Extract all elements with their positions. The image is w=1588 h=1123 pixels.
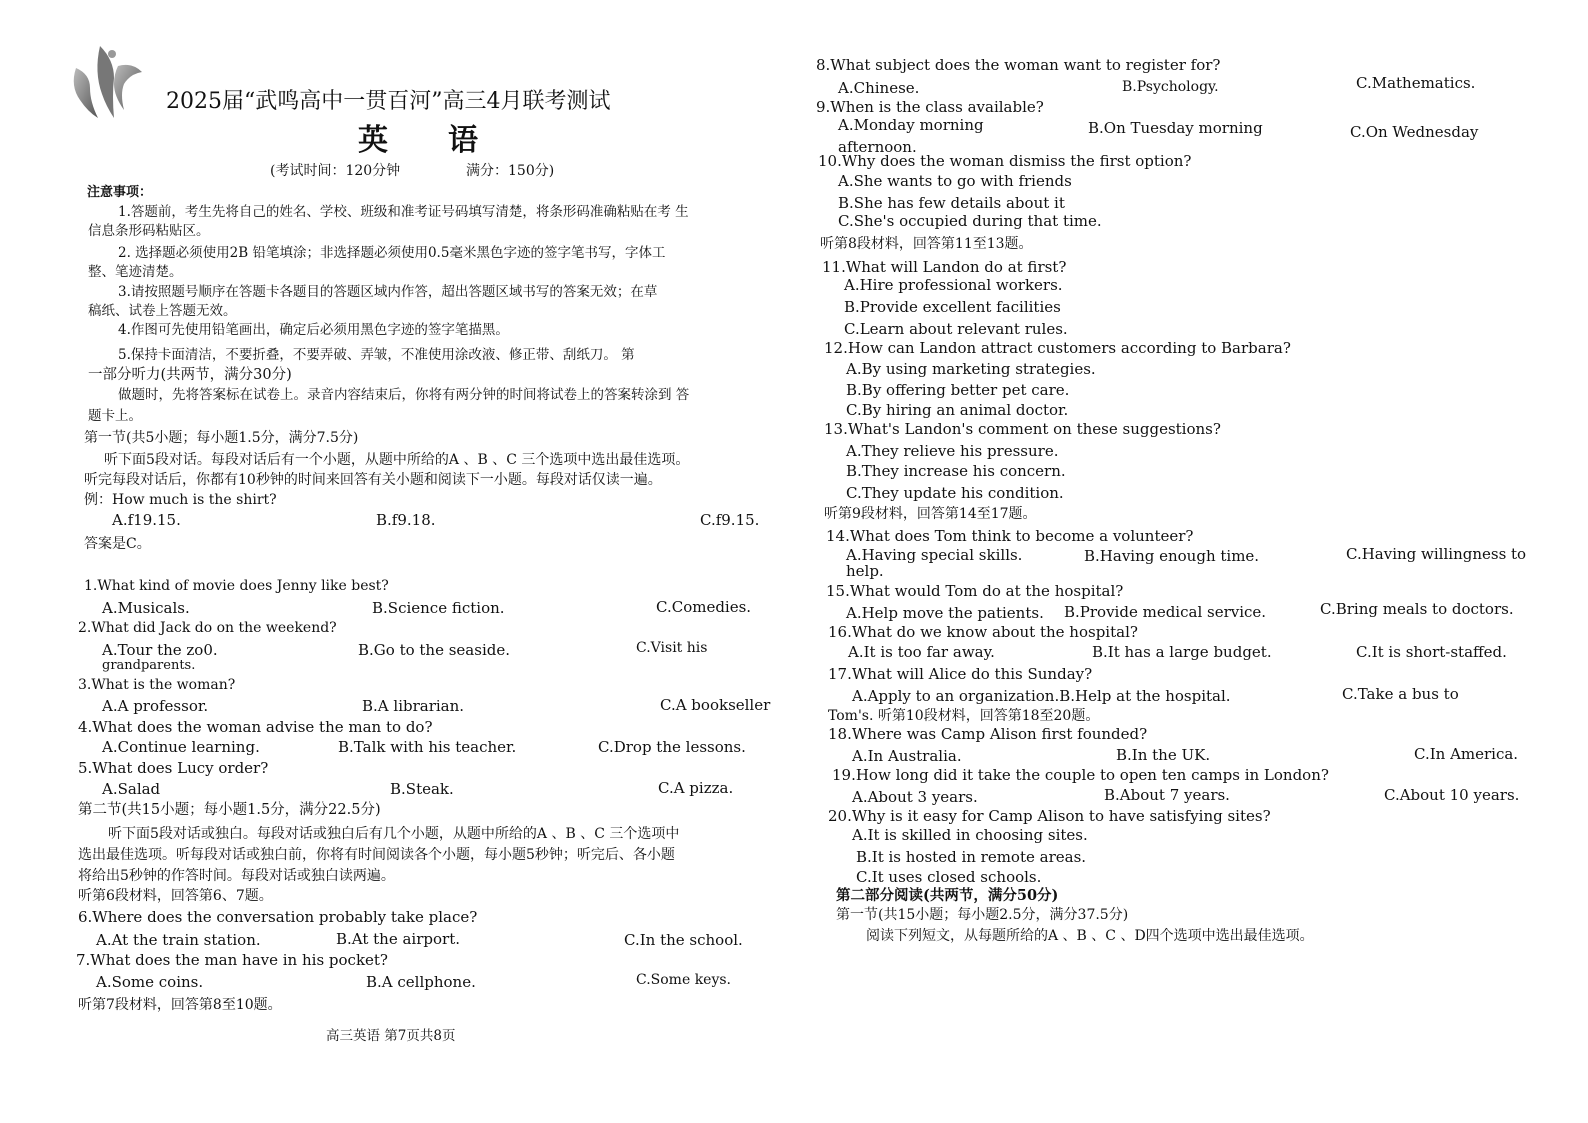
note-4: 4.作图可先使用铅笔画出，确定后必须用黑色字迹的签字笔描黑。 (118, 322, 509, 338)
q1-option-b: B.Science fiction. (372, 599, 505, 617)
q9-option-b: B.On Tuesday morning (1088, 119, 1263, 137)
q11-option-b: B.Provide excellent facilities (844, 298, 1061, 316)
material-7-label: 听第7段材料，回答第8至10题。 (78, 997, 282, 1013)
q19-option-b: B.About 7 years. (1104, 786, 1230, 804)
question-20: 20.Why is it easy for Camp Alison to have satisfying sites? (828, 807, 1271, 825)
q12-option-c: C.By hiring an animal doctor. (846, 401, 1069, 419)
q12-option-a: A.By using marketing strategies. (846, 360, 1096, 378)
subject-char-2: 语 (448, 123, 480, 158)
q8-option-c: C.Mathematics. (1356, 74, 1476, 92)
q1-option-c: C.Comedies. (656, 598, 752, 616)
question-13: 13.What's Landon's comment on these suggestions? (824, 420, 1221, 438)
q7-option-b: B.A cellphone. (366, 973, 476, 991)
q5-option-b: B.Steak. (390, 780, 454, 798)
q6-option-a: A.At the train station. (96, 931, 261, 949)
q12-option-b: B.By offering better pet care. (846, 381, 1070, 399)
q16-option-a: A.It is too far away. (848, 643, 995, 661)
q20-option-c: C.It uses closed schools. (856, 868, 1042, 886)
q10-option-c: C.She's occupied during that time. (838, 212, 1102, 230)
question-10: 10.Why does the woman dismiss the first option? (818, 152, 1192, 170)
example-option-a: A.f19.15. (112, 511, 181, 529)
question-5: 5.What does Lucy order? (78, 759, 269, 777)
q1-option-a: A.Musicals. (102, 599, 190, 617)
subject-char-1: 英 (358, 123, 390, 158)
note-3a: 3.请按照题号顺序在答题卡各题目的答题区域内作答，超出答题区域书写的答案无效；在草 (118, 284, 658, 300)
q8-option-a: A.Chinese. (838, 79, 920, 97)
q15-option-c: C.Bring meals to doctors. (1320, 600, 1514, 618)
q13-option-c: C.They update his condition. (846, 484, 1064, 502)
q18-option-c: C.In America. (1414, 745, 1519, 763)
example-option-b: B.f9.18. (376, 511, 436, 529)
q9-option-a-cont: afternoon. (838, 138, 917, 156)
q17-option-c-cont-material-10: Tom's. 听第10段材料，回答第18至20题。 (828, 708, 1100, 724)
q7-option-a: A.Some coins. (96, 973, 204, 991)
q3-option-c: C.A bookseller (660, 696, 771, 714)
question-15: 15.What would Tom do at the hospital? (826, 582, 1124, 600)
part1-heading: 一部分听力(共两节，满分30分) (88, 367, 292, 383)
q13-option-b: B.They increase his concern. (846, 462, 1066, 480)
q14-option-b: B.Having enough time. (1084, 547, 1260, 565)
question-19: 19.How long did it take the couple to open ten camps in London? (832, 766, 1329, 784)
section2-heading: 第二节(共15小题；每小题1.5分，满分22.5分) (78, 802, 381, 818)
question-7: 7.What does the man have in his pocket? (76, 951, 388, 969)
notes-heading: 注意事项： (87, 185, 153, 200)
exam-time: (考试时间：120分钟 (270, 163, 401, 179)
q11-option-c: C.Learn about relevant rules. (844, 320, 1068, 338)
example-answer: 答案是C。 (84, 536, 151, 552)
q4-option-a: A.Continue learning. (102, 738, 260, 756)
part2-section1-heading: 第一节(共15小题；每小题2.5分，满分37.5分) (836, 907, 1129, 923)
q10-option-a: A.She wants to go with friends (838, 172, 1072, 190)
q11-option-a: A.Hire professional workers. (844, 276, 1063, 294)
q19-option-c: C.About 10 years. (1384, 786, 1520, 804)
q14-option-c-cont: help. (846, 562, 884, 580)
q8-option-b: B.Psychology. (1122, 79, 1219, 95)
note-1a: 1.答题前，考生先将自己的姓名、学校、班级和准考证号码填写清楚，将条形码准确粘贴在考 生 (118, 204, 689, 220)
question-11: 11.What will Landon do at first? (822, 258, 1067, 276)
q6-option-c: C.In the school. (624, 931, 743, 949)
note-3b: 稿纸、试卷上答题无效。 (88, 303, 237, 319)
question-17: 17.What will Alice do this Sunday? (828, 665, 1093, 683)
material-6-label: 听第6段材料，回答第6、7题。 (78, 888, 273, 904)
q2-option-a: A.Tour the zo0. (102, 641, 218, 659)
question-3: 3.What is the woman? (78, 677, 236, 693)
question-4: 4.What does the woman advise the man to do? (78, 718, 433, 736)
q5-option-a: A.Salad (102, 780, 161, 798)
question-12: 12.How can Landon attract customers according to Barbara? (824, 339, 1291, 357)
part2-heading: 第二部分阅读(共两节，满分50分) (836, 887, 1059, 904)
material-9-label: 听第9段材料，回答第14至17题。 (824, 506, 1037, 522)
exam-title: 2025届“武鸣高中一贯百河”高三4月联考测试 (166, 89, 611, 114)
q18-option-b: B.In the UK. (1116, 746, 1211, 764)
example-option-c: C.f9.15. (700, 511, 760, 529)
example-question: 例：How much is the shirt? (84, 492, 277, 508)
q6-option-b: B.At the airport. (336, 930, 460, 948)
q9-option-c: C.On Wednesday (1350, 123, 1479, 141)
section2-intro-c: 将给出5秒钟的作答时间。每段对话或独白读两遍。 (78, 868, 395, 884)
note-2a: 2. 选择题必须使用2B 铅笔填涂；非选择题必须使用0.5毫米黑色字迹的签字笔书写，字体工 (118, 245, 666, 261)
q4-option-b: B.Talk with his teacher. (338, 738, 517, 756)
q2-option-c: C.Visit his (636, 640, 708, 656)
question-16: 16.What do we know about the hospital? (828, 623, 1138, 641)
part2-intro: 阅读下列短文，从每题所给的A 、B 、C 、D四个选项中选出最佳选项。 (866, 928, 1314, 944)
q16-option-c: C.It is short-staffed. (1356, 643, 1507, 661)
q17-option-a-b: A.Apply to an organization.B.Help at the hospital. (852, 687, 1231, 705)
question-14: 14.What does Tom think to become a volunteer? (826, 527, 1194, 545)
q13-option-a: A.They relieve his pressure. (846, 442, 1059, 460)
q15-option-b: B.Provide medical service. (1064, 603, 1267, 621)
note-5: 5.保持卡面清洁，不要折叠，不要弄破、弄皱，不准使用涂改液、修正带、刮纸刀。 第 (118, 347, 635, 363)
part1-intro-b: 题卡上。 (88, 408, 142, 424)
q20-option-b: B.It is hosted in remote areas. (856, 848, 1087, 866)
note-2b: 整、笔迹清楚。 (88, 264, 183, 280)
q7-option-c: C.Some keys. (636, 972, 732, 988)
q10-option-b: B.She has few details about it (838, 194, 1065, 212)
q14-option-c: C.Having willingness to (1346, 545, 1527, 563)
question-9: 9.When is the class available? (816, 98, 1044, 116)
q20-option-a: A.It is skilled in choosing sites. (852, 826, 1088, 844)
section1-intro-a: 听下面5段对话。每段对话后有一个小题，从题中所给的A 、B 、C 三个选项中选出最佳选项。 (104, 452, 690, 468)
question-6: 6.Where does the conversation probably take place? (78, 908, 478, 926)
question-1: 1.What kind of movie does Jenny like best? (84, 578, 389, 594)
q4-option-c: C.Drop the lessons. (598, 738, 746, 756)
q15-option-a: A.Help move the patients. (846, 604, 1044, 622)
q5-option-c: C.A pizza. (658, 779, 734, 797)
note-1b: 信息条形码粘贴区。 (88, 223, 210, 239)
section1-heading: 第一节(共5小题；每小题1.5分，满分7.5分) (84, 430, 359, 446)
q9-option-a: A.Monday morning (838, 116, 984, 134)
q2-option-b: B.Go to the seaside. (358, 641, 510, 659)
q16-option-b: B.It has a large budget. (1092, 643, 1272, 661)
q17-option-c: C.Take a bus to (1342, 685, 1459, 703)
material-8-label: 听第8段材料，回答第11至13题。 (820, 236, 1033, 252)
exam-score: 满分：150分) (466, 163, 555, 179)
question-8: 8.What subject does the woman want to register for? (816, 56, 1221, 74)
school-logo (68, 44, 146, 120)
section2-intro-a: 听下面5段对话或独白。每段对话或独白后有几个小题，从题中所给的A 、B 、C 三个选项中 (108, 826, 680, 842)
part1-intro-a: 做题时，先将答案标在试卷上。录音内容结束后，你将有两分钟的时间将试卷上的答案转涂到 答 (118, 387, 690, 403)
question-2: 2.What did Jack do on the weekend? (78, 620, 337, 636)
q3-option-a: A.A professor. (102, 697, 209, 715)
question-18: 18.Where was Camp Alison first founded? (828, 725, 1148, 743)
q14-option-a: A.Having special skills. (846, 546, 1023, 564)
q2-option-c-cont: grandparents. (102, 658, 196, 673)
section1-intro-b: 听完每段对话后，你都有10秒钟的时间来回答有关小题和阅读下一小题。每段对话仅读一遍。 (84, 472, 662, 488)
section2-intro-b: 选出最佳选项。听每段对话或独白前，你将有时间阅读各个小题，每小题5秒钟；听完后、各小题 (78, 847, 675, 863)
q3-option-b: B.A librarian. (362, 697, 465, 715)
q19-option-a: A.About 3 years. (852, 788, 978, 806)
page-footer: 高三英语 第7页共8页 (326, 1028, 456, 1044)
q18-option-a: A.In Australia. (852, 747, 962, 765)
